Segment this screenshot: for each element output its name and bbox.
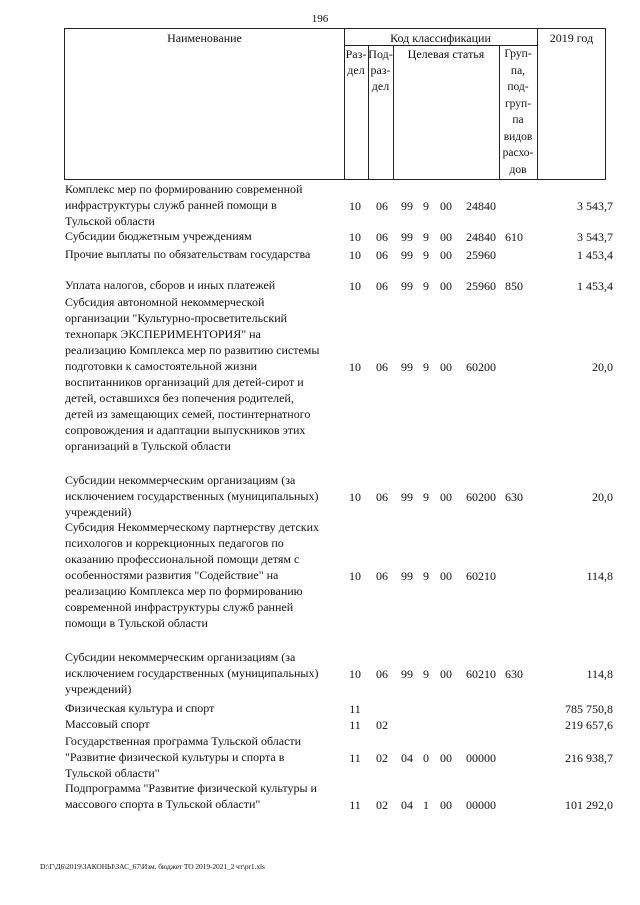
- code-b: 9: [423, 667, 429, 681]
- file-path-footer: D:\Г\Д6\2019\ЗАКОНЫ\ЗАС_67\Изм. бюджет ТО 2019-2021_2 чт\pr1.xls: [40, 862, 265, 871]
- code-d: 60200: [466, 490, 496, 504]
- code-b: 9: [423, 199, 429, 213]
- row-name: [65, 733, 343, 781]
- code-a: 99: [401, 360, 413, 374]
- code-rz: 11: [349, 798, 361, 812]
- row-amount: 216 938,7: [565, 751, 613, 765]
- header-classification: Код классификации: [390, 31, 491, 45]
- code-rz: 11: [349, 702, 361, 716]
- code-c: 00: [440, 248, 452, 262]
- code-pr: 06: [376, 490, 388, 504]
- row-name: [65, 228, 343, 244]
- row-amount: 114,8: [586, 667, 613, 681]
- code-b: 9: [423, 230, 429, 244]
- code-pr: 02: [376, 798, 388, 812]
- code-c: 00: [440, 667, 452, 681]
- row-name: [65, 716, 343, 732]
- code-d: 24840: [466, 199, 496, 213]
- row-name-line: организаций в Тульской области: [65, 439, 231, 453]
- code-vr: 850: [505, 279, 523, 293]
- row-amount: 101 292,0: [565, 798, 613, 812]
- row-name-line: особенностями развития "Содействие" на: [65, 568, 279, 582]
- code-rz: 10: [349, 569, 361, 583]
- row-amount: 219 657,6: [565, 718, 613, 732]
- code-pr: 06: [376, 360, 388, 374]
- row-name-line: современной инфраструктуры служб ранней: [65, 600, 294, 614]
- row-amount: 3 543,7: [577, 199, 613, 213]
- row-name: [65, 181, 343, 229]
- code-vr: 630: [505, 490, 523, 504]
- row-name-line: реализацию Комплекса мер по формированию: [65, 584, 303, 598]
- page-number: 196: [311, 13, 329, 25]
- row-name-line: Государственная программа Тульской области: [65, 734, 302, 748]
- code-c: 00: [440, 199, 452, 213]
- code-b: 9: [423, 279, 429, 293]
- code-pr: 06: [376, 569, 388, 583]
- row-name-line: Тульской области: [65, 214, 155, 228]
- row-name: [65, 277, 343, 293]
- row-name: [65, 780, 343, 812]
- row-name-line: Субсидии бюджетным учреждениям: [65, 229, 252, 243]
- row-name-line: организации "Культурно-просветительский: [65, 311, 288, 325]
- code-d: 00000: [466, 751, 496, 765]
- row-name-line: Массовый спорт: [65, 717, 150, 731]
- row-name-line: детей, оставшихся без попечения родителей,: [65, 391, 294, 405]
- table-header: [64, 28, 606, 180]
- code-b: 0: [423, 751, 429, 765]
- code-vr: 610: [505, 230, 523, 244]
- code-rz: 11: [349, 751, 361, 765]
- row-name-line: исключением государственных (муниципальных): [65, 489, 319, 503]
- row-name-line: учреждений): [65, 505, 132, 519]
- row-name-line: инфраструктуры служб ранней помощи в: [65, 198, 277, 212]
- row-name-line: "Развитие физической культуры и спорта в: [65, 750, 285, 764]
- code-pr: 06: [376, 248, 388, 262]
- code-rz: 11: [349, 718, 361, 732]
- code-rz: 10: [349, 490, 361, 504]
- code-d: 24840: [466, 230, 496, 244]
- row-name-line: Подпрограмма "Развитие физической культуры и: [65, 781, 317, 795]
- header-podrazdel: Под- раз- дел: [368, 47, 393, 93]
- code-b: 9: [423, 490, 429, 504]
- code-c: 00: [440, 230, 452, 244]
- row-name-line: реализацию Комплекса мер по развитию системы: [65, 343, 320, 357]
- row-amount: 3 543,7: [577, 230, 613, 244]
- row-amount: 20,0: [592, 360, 613, 374]
- row-name-line: учреждений): [65, 682, 132, 696]
- header-year: 2019 год: [549, 31, 594, 45]
- row-amount: 1 453,4: [577, 248, 613, 262]
- code-rz: 10: [349, 199, 361, 213]
- code-c: 00: [440, 751, 452, 765]
- row-name: [65, 294, 343, 454]
- row-name: [65, 649, 343, 697]
- row-name-line: подготовки к самостоятельной жизни: [65, 359, 258, 373]
- row-amount: 20,0: [592, 490, 613, 504]
- row-name-line: Субсидия автономной некоммерческой: [65, 295, 265, 309]
- header-target: Целевая статья: [407, 47, 485, 61]
- code-c: 00: [440, 490, 452, 504]
- code-c: 00: [440, 279, 452, 293]
- header-name: Наименование: [167, 31, 242, 45]
- row-name-line: Субсидии некоммерческим организациям (за: [65, 473, 296, 487]
- row-name-line: Прочие выплаты по обязательствам государства: [65, 247, 311, 261]
- row-name-line: детей из замещающих семей, постинтернатного: [65, 407, 311, 421]
- code-pr: 06: [376, 230, 388, 244]
- code-b: 9: [423, 248, 429, 262]
- row-name: [65, 472, 343, 520]
- code-a: 99: [401, 230, 413, 244]
- code-rz: 10: [349, 248, 361, 262]
- code-d: 25960: [466, 279, 496, 293]
- code-a: 99: [401, 490, 413, 504]
- code-pr: 06: [376, 279, 388, 293]
- code-rz: 10: [349, 360, 361, 374]
- code-d: 60200: [466, 360, 496, 374]
- row-name-line: воспитанников организаций для детей-сирот и: [65, 375, 304, 389]
- code-a: 04: [401, 798, 413, 812]
- row-amount: 1 453,4: [577, 279, 613, 293]
- code-c: 00: [440, 360, 452, 374]
- code-d: 60210: [466, 569, 496, 583]
- row-name: [65, 700, 343, 716]
- code-vr: 630: [505, 667, 523, 681]
- row-name-line: массового спорта в Тульской области": [65, 797, 261, 811]
- row-name-line: помощи в Тульской области: [65, 616, 208, 630]
- code-b: 9: [423, 569, 429, 583]
- row-name-line: сопровождения и адаптации выпускников этих: [65, 423, 306, 437]
- row-name-line: Уплата налогов, сборов и иных платежей: [65, 278, 276, 292]
- row-name-line: Тульской области": [65, 766, 160, 780]
- row-name-line: Физическая культура и спорт: [65, 701, 215, 715]
- code-pr: 02: [376, 751, 388, 765]
- row-name: [65, 246, 343, 262]
- code-c: 00: [440, 798, 452, 812]
- code-d: 00000: [466, 798, 496, 812]
- row-name-line: Субсидия Некоммерческому партнерству детских: [65, 520, 320, 534]
- code-a: 99: [401, 279, 413, 293]
- code-rz: 10: [349, 230, 361, 244]
- row-name-line: оказанию профессиональной помощи детям с: [65, 552, 300, 566]
- row-name-line: Комплекс мер по формированию современной: [65, 182, 303, 196]
- code-rz: 10: [349, 667, 361, 681]
- code-b: 9: [423, 360, 429, 374]
- row-name-line: Субсидии некоммерческим организациям (за: [65, 650, 296, 664]
- row-name: [65, 519, 343, 631]
- row-name-line: исключением государственных (муниципальных): [65, 666, 319, 680]
- header-razdel: Раз- дел: [345, 47, 367, 77]
- code-a: 04: [401, 751, 413, 765]
- code-a: 99: [401, 667, 413, 681]
- row-amount: 114,8: [586, 569, 613, 583]
- code-d: 60210: [466, 667, 496, 681]
- row-name-line: психологов и коррекционных педагогов по: [65, 536, 284, 550]
- code-a: 99: [401, 569, 413, 583]
- header-group: Груп- па, под- груп- па видов расхо- дов: [502, 48, 534, 176]
- code-c: 00: [440, 569, 452, 583]
- code-pr: 06: [376, 199, 388, 213]
- code-a: 99: [401, 199, 413, 213]
- code-d: 25960: [466, 248, 496, 262]
- row-amount: 785 750,8: [565, 702, 613, 716]
- code-b: 1: [423, 798, 429, 812]
- code-rz: 10: [349, 279, 361, 293]
- row-name-line: технопарк ЭКСПЕРИМЕНТОРИЯ" на: [65, 327, 261, 341]
- code-pr: 06: [376, 667, 388, 681]
- code-a: 99: [401, 248, 413, 262]
- code-pr: 02: [376, 718, 388, 732]
